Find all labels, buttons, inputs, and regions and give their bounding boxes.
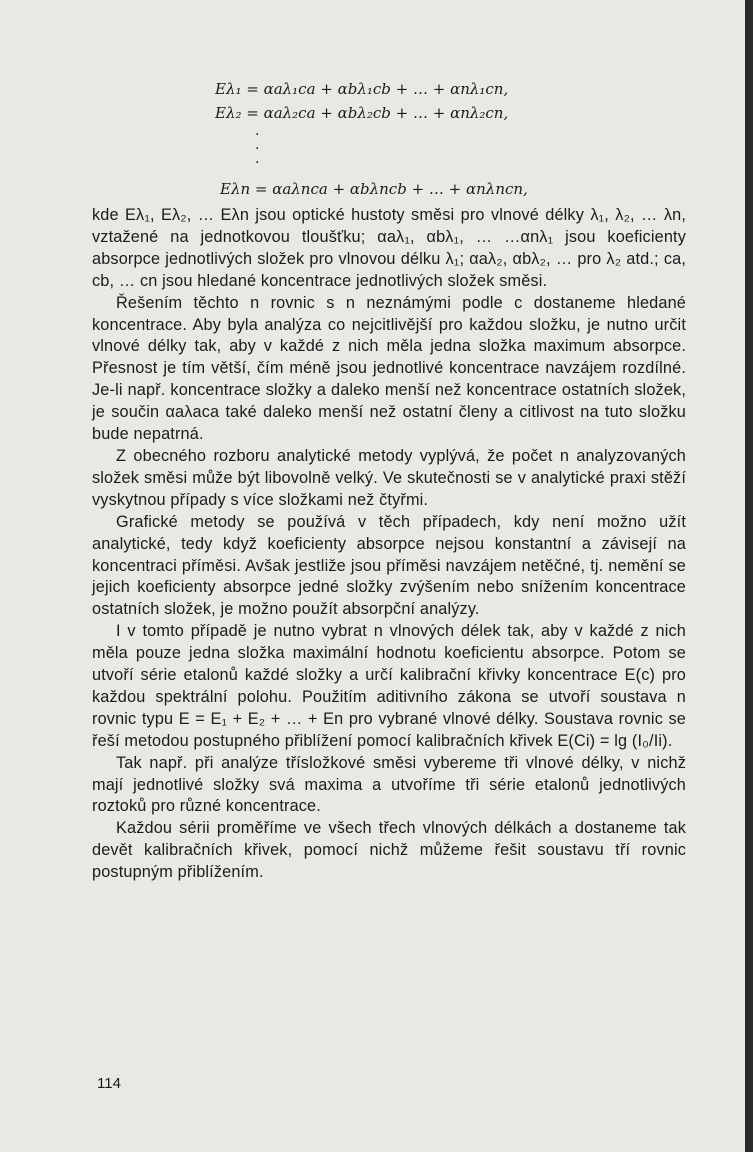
paragraph-example: Tak např. při analýze třísložkové směsi vybereme tři vlnové délky, v nichž mají jednotlivé složky svá maxima a utvoříme tři série etalonů jednotlivých roztoků pro různé koncentrace. — [92, 753, 686, 816]
ellipsis-dots: · · · — [255, 127, 260, 171]
paragraph-calibration: Každou sérii proměříme ve všech třech vlnových délkách a dostaneme tak devět kalibračních křivek, pomocí nichž můžeme řešit soustavu tří rovnic postupným přiblížením. — [92, 819, 686, 882]
paragraph-solution: Řešením těchto n rovnic s n neznámými podle c dostaneme hledané koncentrace. Aby byla analýza co nejcitlivější pro každou složku, je nutno určit vlnové délky tak, aby v každé z nich měla jedna složka maximum absorpce. Přesnost je tím větší, čím méně jsou jednotlivé koncentrace navzájem rozdílné. Je-li např. koncentrace složky a daleko menší než koncentrace ostatních složek, je součin αaλaca také daleko menší než ostatní členy a citlivost na tuto složku bude nepatrná. — [92, 293, 686, 444]
equation-1: Eλ₁ = αaλ₁ca + αbλ₁cb + … + αnλ₁cn, — [215, 80, 509, 98]
paragraph-procedure: I v tomto případě je nutno vybrat n vlnových délek tak, aby v každé z nich měla pouze jedna složka maximální hodnotu koeficientu absorpce. Potom se utvoří série etalonů každé složky a určí kalibrační křivky koncentrace E(c) pro každou spektrální polohu. Použitím aditivního zákona se utvoří soustava n rovnic typu E = E₁ + E₂ + … + En pro vybrané vlnové délky. Soustava rovnic se řeší metodou postupného přiblížení pomocí kalibračních křivek E(Ci) = lg (I₀/Ii). — [92, 622, 686, 750]
vertical-ellipsis — [255, 128, 259, 170]
equation-n: Eλn = αaλnca + αbλncb + … + αnλncn, — [220, 180, 528, 198]
body-text — [92, 205, 686, 884]
page-number: 114 — [97, 1075, 121, 1092]
paragraph-general: Z obecného rozboru analytické metody vyplývá, že počet n analyzovaných složek směsi může být libovolně velký. Ve skutečnosti se v analytické praxi stěží vyskytnou případy s více složkami než čtyřmi. — [92, 446, 686, 509]
equation-2: Eλ₂ = αaλ₂ca + αbλ₂cb + … + αnλ₂cn, — [215, 104, 509, 122]
book-spine-shadow — [745, 0, 753, 1152]
paragraph-graphical: Grafické metody se používá v těch případech, kdy není možno užít analytické, tedy když koeficienty absorpce nejsou konstantní a závisejí na koncentraci příměsi. Avšak jestliže jsou příměsi navzájem netěčné, tj. nemění se jejich koeficienty absorpce jedné složky zvýšením nebo snížením koncentrace ostatních složek, je možno použít absorpční analýzy. — [92, 512, 686, 619]
paragraph-definitions: kde Eλ₁, Eλ₂, … Eλn jsou optické hustoty směsi pro vlnové délky λ₁, λ₂, … λn, vztažené na jednotkovou tloušťku; αaλ₁, αbλ₁, … …αnλ₁ jsou koeficienty absorpce jednotlivých složek pro vlnovou délku λ₁; αaλ₂, αbλ₂, … pro λ₂ atd.; ca, cb, … cn jsou hledané koncentrace jednotlivých složek směsi. — [92, 206, 686, 290]
